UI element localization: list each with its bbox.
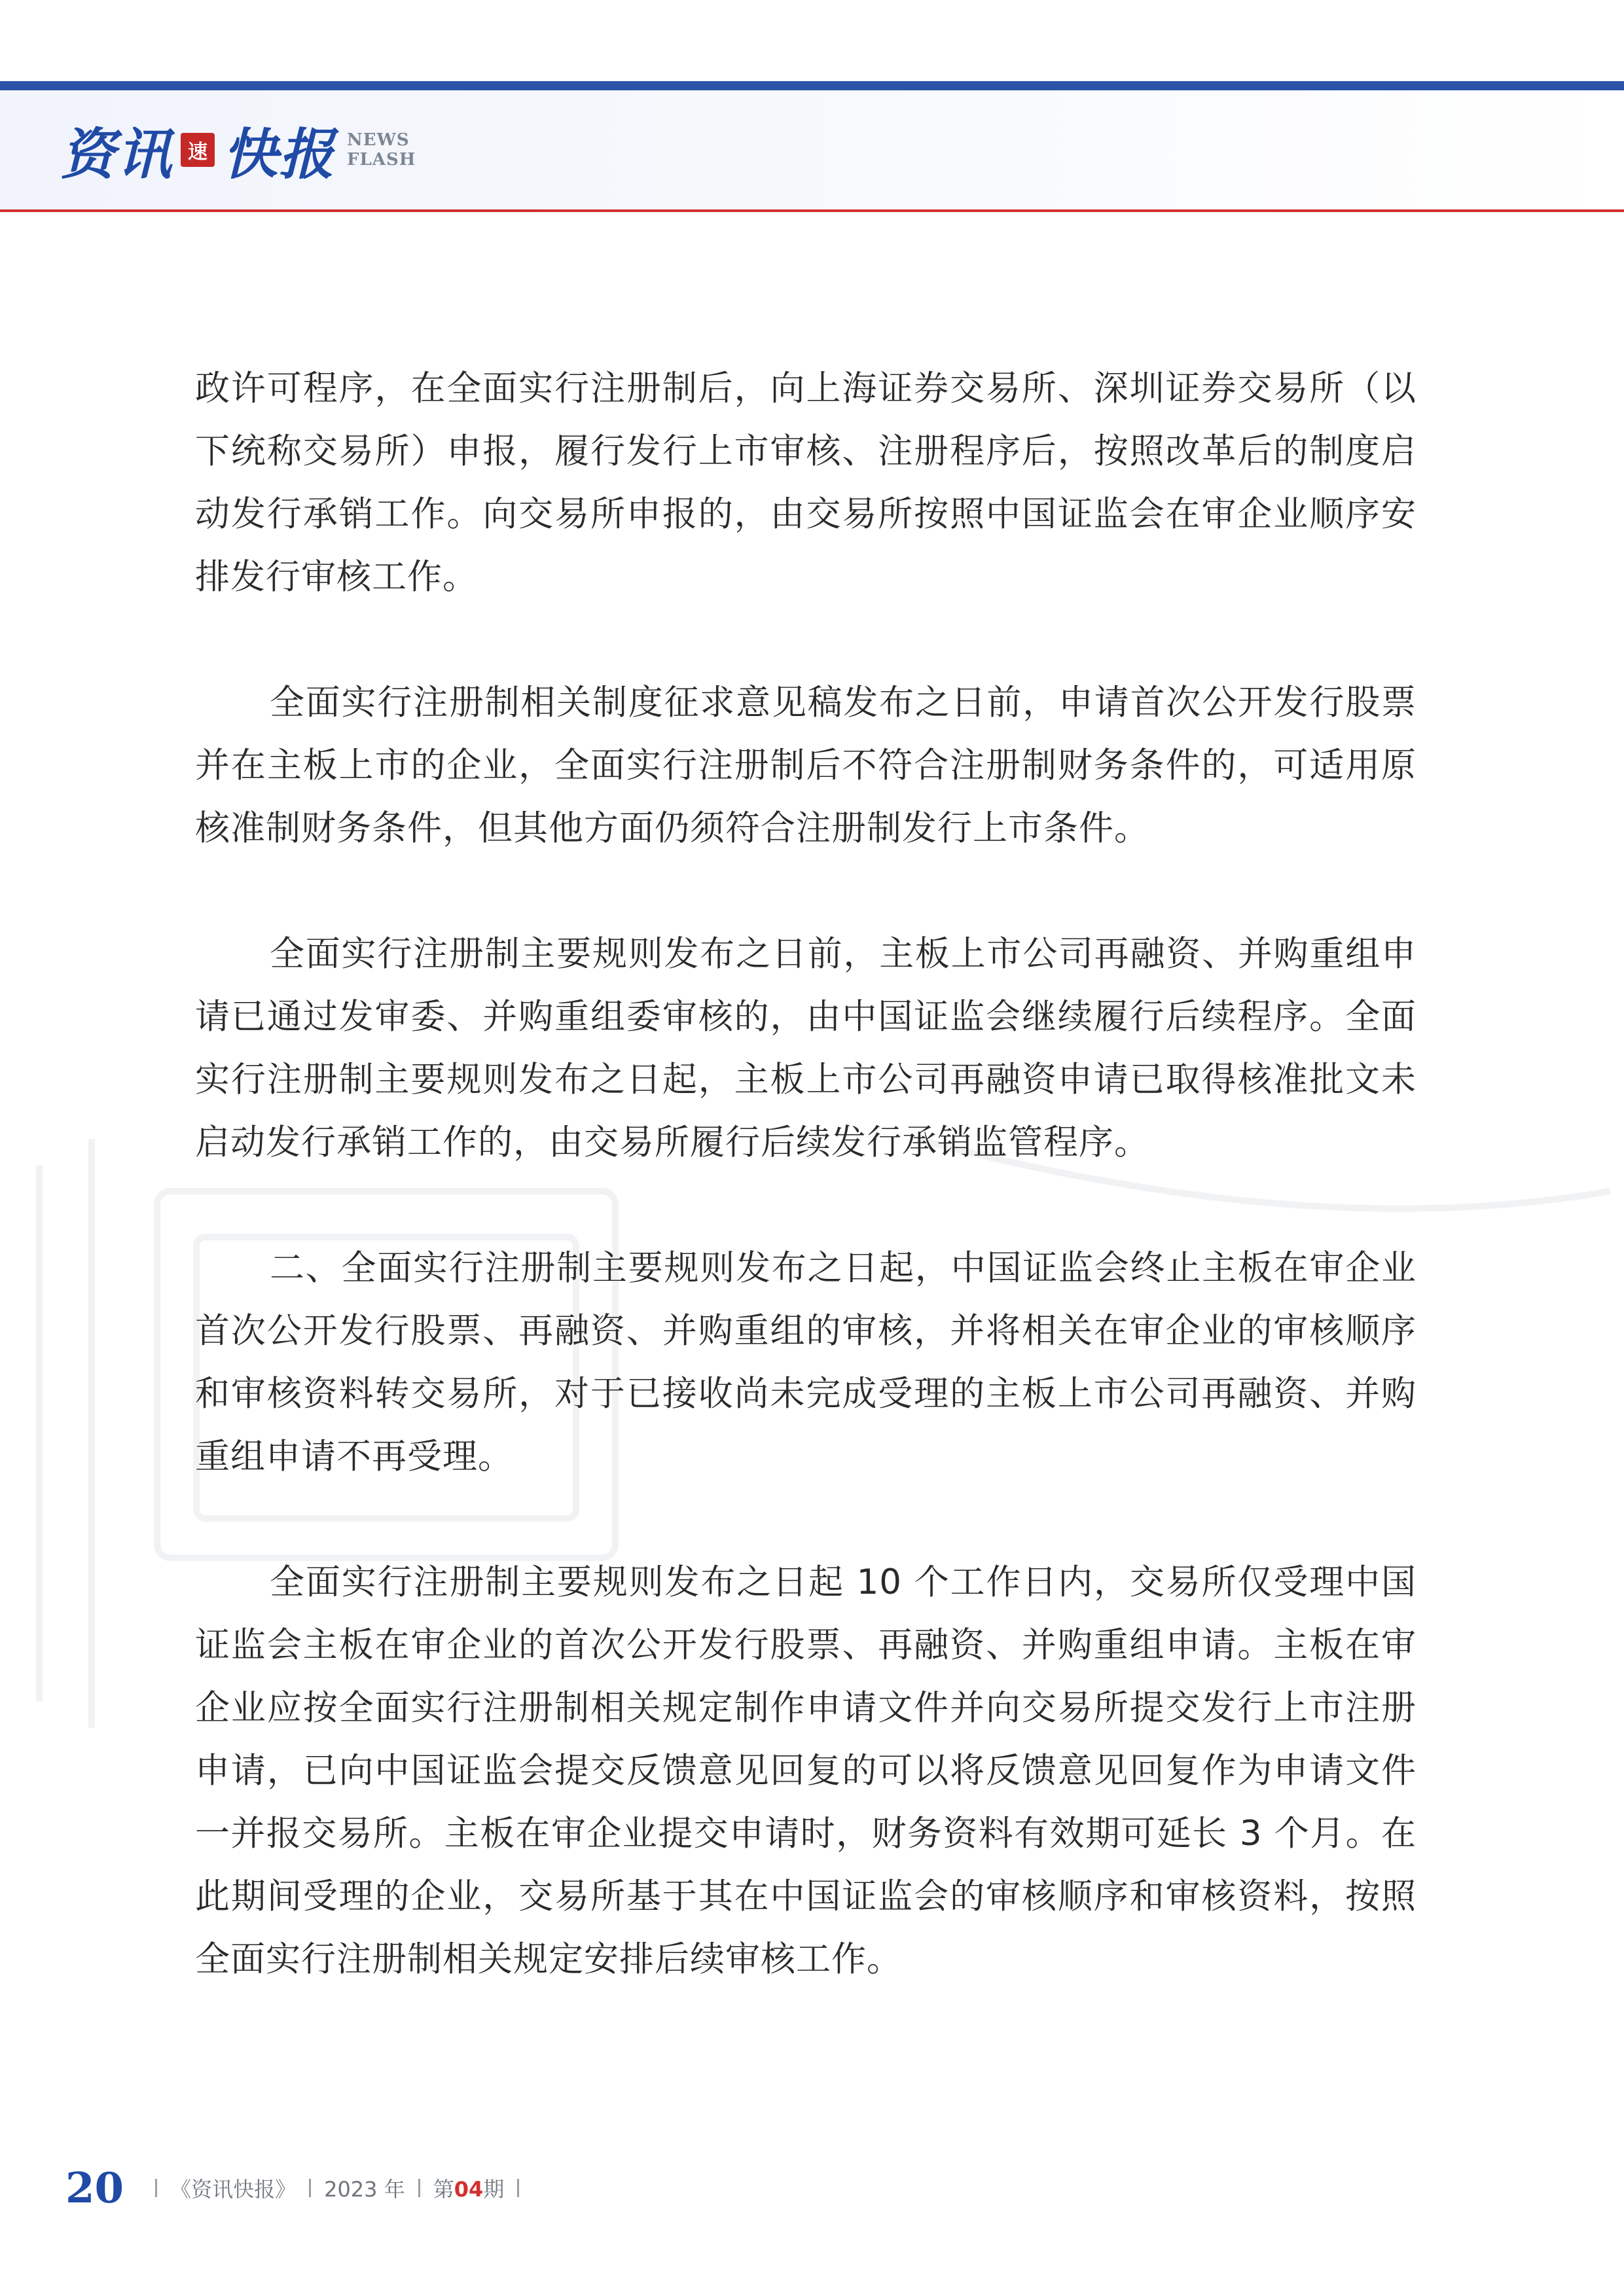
paragraph-3: 全面实行注册制主要规则发布之日前，主板上市公司再融资、并购重组申请已通过发审委、并购重组委审核的，由中国证监会继续履行后续程序。全面实行注册制主要规则发布之日起，主板上市公司再融资申请已取得核准批文未启动发行承销工作的，由交易所履行后续发行承销监管程序。 (195, 934, 1416, 1162)
header-red-rule (0, 209, 1624, 212)
footer-divider (418, 2179, 420, 2197)
masthead-subtitle-line1: NEWS (347, 130, 410, 150)
footer-divider (155, 2179, 157, 2197)
paragraph-4: 二、全面实行注册制主要规则发布之日起，中国证监会终止主板在审企业首次公开发行股票、再融资、并购重组的审核，并将相关在审企业的审核顺序和审核资料转交易所，对于已接收尚未完成受理的主板上市公司再融资、并购重组申请不再受理。 (195, 1248, 1416, 1477)
page-footer (65, 2159, 532, 2217)
header-top-bar (0, 81, 1624, 90)
masthead-subtitle-line2: FLASH (347, 150, 416, 170)
masthead-logo (60, 114, 416, 186)
masthead-subtitle (347, 130, 416, 170)
footer-issue-prefix: 第 (433, 2177, 454, 2202)
footer-divider (309, 2179, 311, 2197)
footer-issue (433, 2173, 505, 2203)
paragraph-2: 全面实行注册制相关制度征求意见稿发布之日前，申请首次公开发行股票并在主板上市的企业，全面实行注册制后不符合注册制财务条件的，可适用原核准制财务条件，但其他方面仍须符合注册制发行上市条件。 (195, 683, 1416, 848)
paragraph-5: 全面实行注册制主要规则发布之日起 10 个工作日内，交易所仅受理中国证监会主板在审企业的首次公开发行股票、再融资、并购重组申请。主板在审企业应按全面实行注册制相关规定制作申请文件并向交易所提交发行上市注册申请，已向中国证监会提交反馈意见回复的可以将反馈意见回复作为申请文件一并报交易所。主板在审企业提交申请时，财务资料有效期可延长 3 个月。在此期间受理的企业，交易所基于其在中国证监会的审核顺序和审核资料，按照全面实行注册制相关规定安排后续审核工作。 (195, 1562, 1416, 1979)
footer-issue-number: 04 (454, 2177, 484, 2202)
masthead-seal-icon: 速 (181, 133, 215, 167)
article-body (195, 357, 1416, 2054)
footer-issue-suffix: 期 (483, 2177, 505, 2202)
footer-publication: 《资讯快报》 (170, 2177, 297, 2202)
footer-year: 2023 年 (324, 2177, 405, 2202)
masthead-title-part1: 资讯 (60, 121, 173, 187)
masthead-title-part2: 快报 (223, 121, 336, 187)
page-number: 20 (65, 2163, 124, 2213)
footer-divider (517, 2179, 519, 2197)
paragraph-1: 政许可程序，在全面实行注册制后，向上海证券交易所、深圳证券交易所（以下统称交易所）申报，履行发行上市审核、注册程序后，按照改革后的制度启动发行承销工作。向交易所申报的，由交易所按照中国证监会在审企业顺序安排发行审核工作。 (195, 368, 1416, 597)
